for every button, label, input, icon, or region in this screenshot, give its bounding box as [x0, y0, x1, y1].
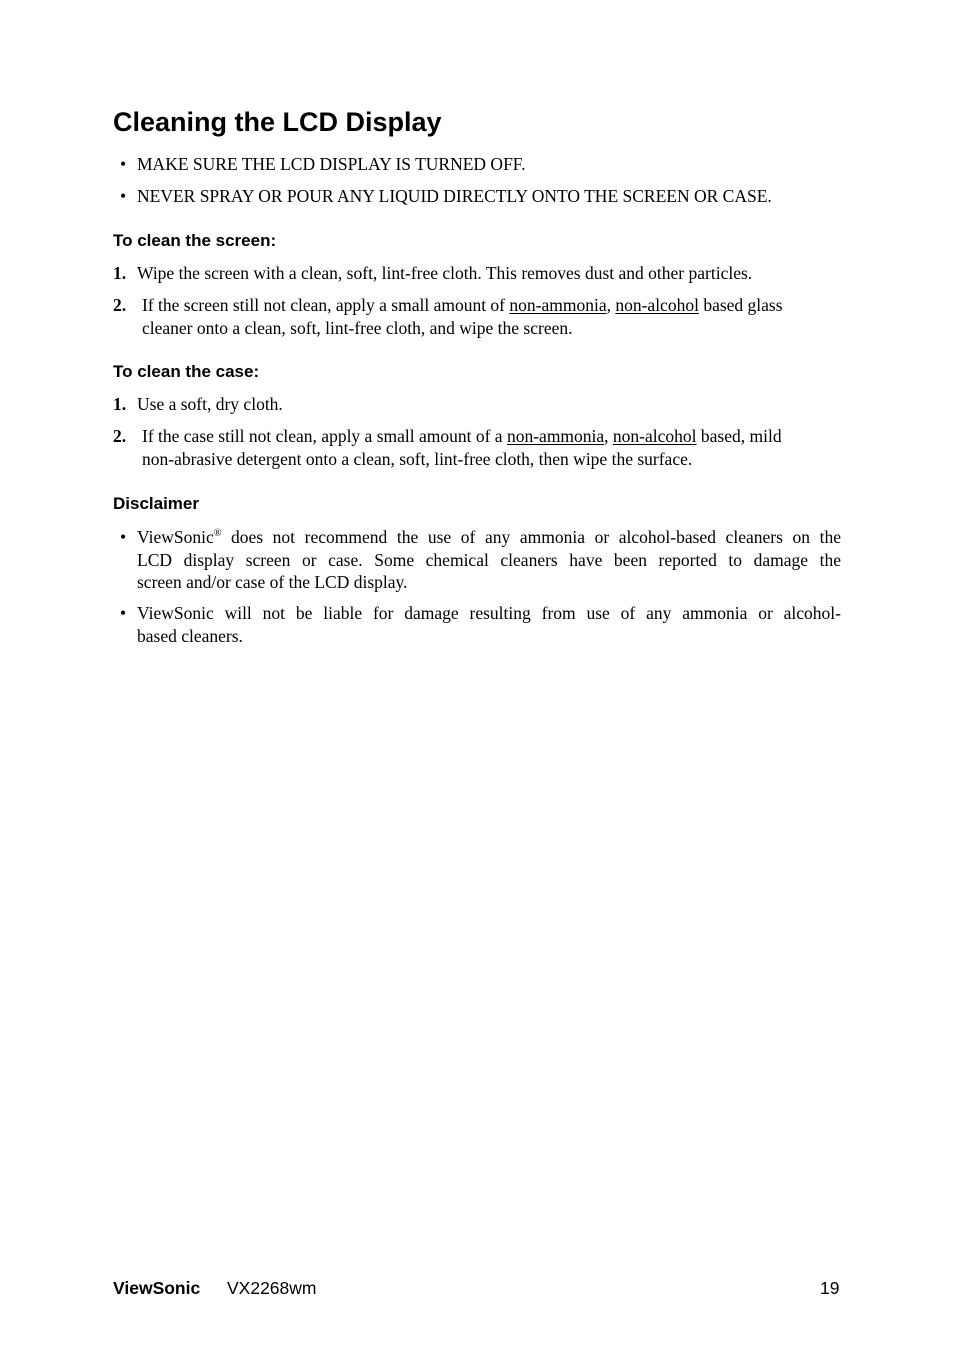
step-number: 1. [113, 394, 127, 414]
footer-brand: ViewSonic [113, 1278, 201, 1298]
warning-text: MAKE SURE THE LCD DISPLAY IS TURNED OFF. [137, 154, 526, 174]
step-number: 2. [113, 295, 127, 315]
disclaimer-line: based cleaners. [137, 625, 243, 646]
bullet-glyph: • [120, 154, 127, 174]
registered-mark: ® [213, 528, 222, 539]
step-number: 2. [113, 426, 127, 446]
step-text-line: If the case still not clean, apply a small amount of a non-ammonia, non-alcohol based, mild [142, 426, 782, 446]
underlined-term-non-alcohol: non-alcohol [615, 295, 699, 315]
underlined-term-non-ammonia: non-ammonia [509, 295, 607, 315]
section-heading-disclaimer: Disclaimer [113, 494, 199, 513]
disclaimer-line: ViewSonic will not be liable for damage resulting from use of any ammonia or alcohol- [137, 603, 841, 623]
section-heading-screen: To clean the screen: [113, 231, 277, 250]
section-heading-case: To clean the case: [113, 362, 260, 381]
step-text: Wipe the screen with a clean, soft, lint-free cloth. This removes dust and other particles. [137, 263, 753, 283]
step-text-line: If the screen still not clean, apply a small amount of non-ammonia, non-alcohol based glass [142, 295, 783, 315]
page-title: Cleaning the LCD Display [113, 107, 442, 137]
disclaimer-item-1 [137, 526, 841, 594]
underlined-term-non-alcohol: non-alcohol [612, 426, 697, 446]
footer-model: VX2268wm [227, 1278, 317, 1298]
step-text [142, 294, 840, 339]
disclaimer-line: screen and/or case of the LCD display. [137, 572, 408, 592]
bullet-glyph: • [120, 186, 127, 206]
step-text-line: cleaner onto a clean, soft, lint-free cloth, and wipe the screen. [142, 317, 573, 338]
bullet-glyph: • [120, 527, 127, 547]
step-text: Use a soft, dry cloth. [137, 394, 283, 414]
page-number: 19 [820, 1278, 840, 1298]
step-text-line: non-abrasive detergent onto a clean, soft, lint-free cloth, then wipe the surface. [142, 448, 693, 469]
step-number: 1. [113, 263, 127, 283]
bullet-glyph: • [120, 603, 127, 623]
warning-text: NEVER SPRAY OR POUR ANY LIQUID DIRECTLY ONTO THE SCREEN OR CASE. [137, 186, 772, 206]
disclaimer-item-2 [137, 602, 841, 647]
disclaimer-line: LCD display screen or case. Some chemical cleaners have been reported to damage the [137, 549, 841, 570]
underlined-term-non-ammonia: non-ammonia [506, 426, 605, 446]
disclaimer-line: ViewSonic® does not recommend the use of any ammonia or alcohol-based cleaners on the [137, 527, 841, 547]
step-text [142, 425, 840, 470]
